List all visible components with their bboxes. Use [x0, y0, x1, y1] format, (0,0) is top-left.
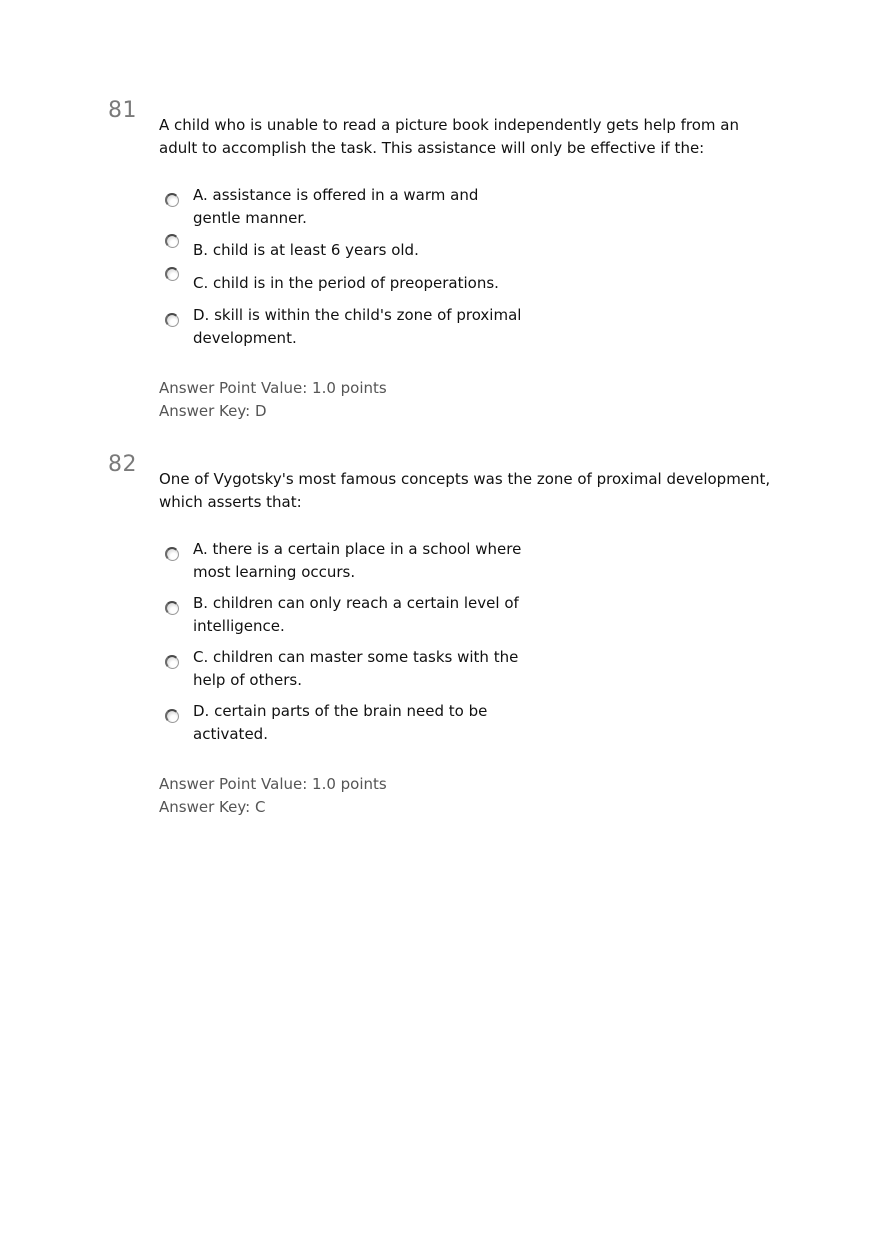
option-a[interactable] — [166, 538, 526, 584]
question-text: A child who is unable to read a picture book independently gets help from an adult to accomplish the task. This assistance will only be effective if the: — [159, 116, 740, 157]
option-label: A. assistance is offered in a warm and gentle manner. — [193, 186, 479, 227]
option-label: B. child is at least 6 years old. — [193, 241, 419, 259]
answer-key: Answer Key: C — [159, 798, 266, 816]
option-d[interactable] — [166, 700, 526, 746]
option-c[interactable] — [166, 272, 526, 295]
option-label: C. child is in the period of preoperations. — [193, 274, 499, 292]
radio-button-icon[interactable] — [166, 548, 179, 561]
option-label: A. there is a certain place in a school where most learning occurs. — [193, 540, 522, 581]
option-label: B. children can only reach a certain level of intelligence. — [193, 594, 519, 635]
radio-button-icon[interactable] — [166, 314, 179, 327]
radio-button-icon[interactable] — [166, 710, 179, 723]
answer-point-value: Answer Point Value: 1.0 points — [159, 379, 387, 397]
option-a[interactable] — [166, 184, 526, 230]
option-label: D. skill is within the child's zone of proximal development. — [193, 306, 522, 347]
option-label: C. children can master some tasks with the help of others. — [193, 648, 519, 689]
question-number: 81 — [108, 98, 137, 123]
answer-point-value: Answer Point Value: 1.0 points — [159, 775, 387, 793]
question-number: 82 — [108, 452, 137, 477]
option-c[interactable] — [166, 646, 526, 692]
option-b[interactable] — [166, 239, 526, 262]
radio-button-icon[interactable] — [166, 602, 179, 615]
option-b[interactable] — [166, 592, 526, 638]
question-text: One of Vygotsky's most famous concepts was the zone of proximal development, which asserts that: — [159, 470, 771, 511]
option-label: D. certain parts of the brain need to be activated. — [193, 702, 488, 743]
answer-key: Answer Key: D — [159, 402, 267, 420]
radio-button-icon[interactable] — [166, 194, 179, 207]
radio-button-icon[interactable] — [166, 656, 179, 669]
option-d[interactable] — [166, 304, 526, 350]
radio-button-icon[interactable] — [166, 235, 179, 248]
radio-button-icon[interactable] — [166, 268, 179, 281]
